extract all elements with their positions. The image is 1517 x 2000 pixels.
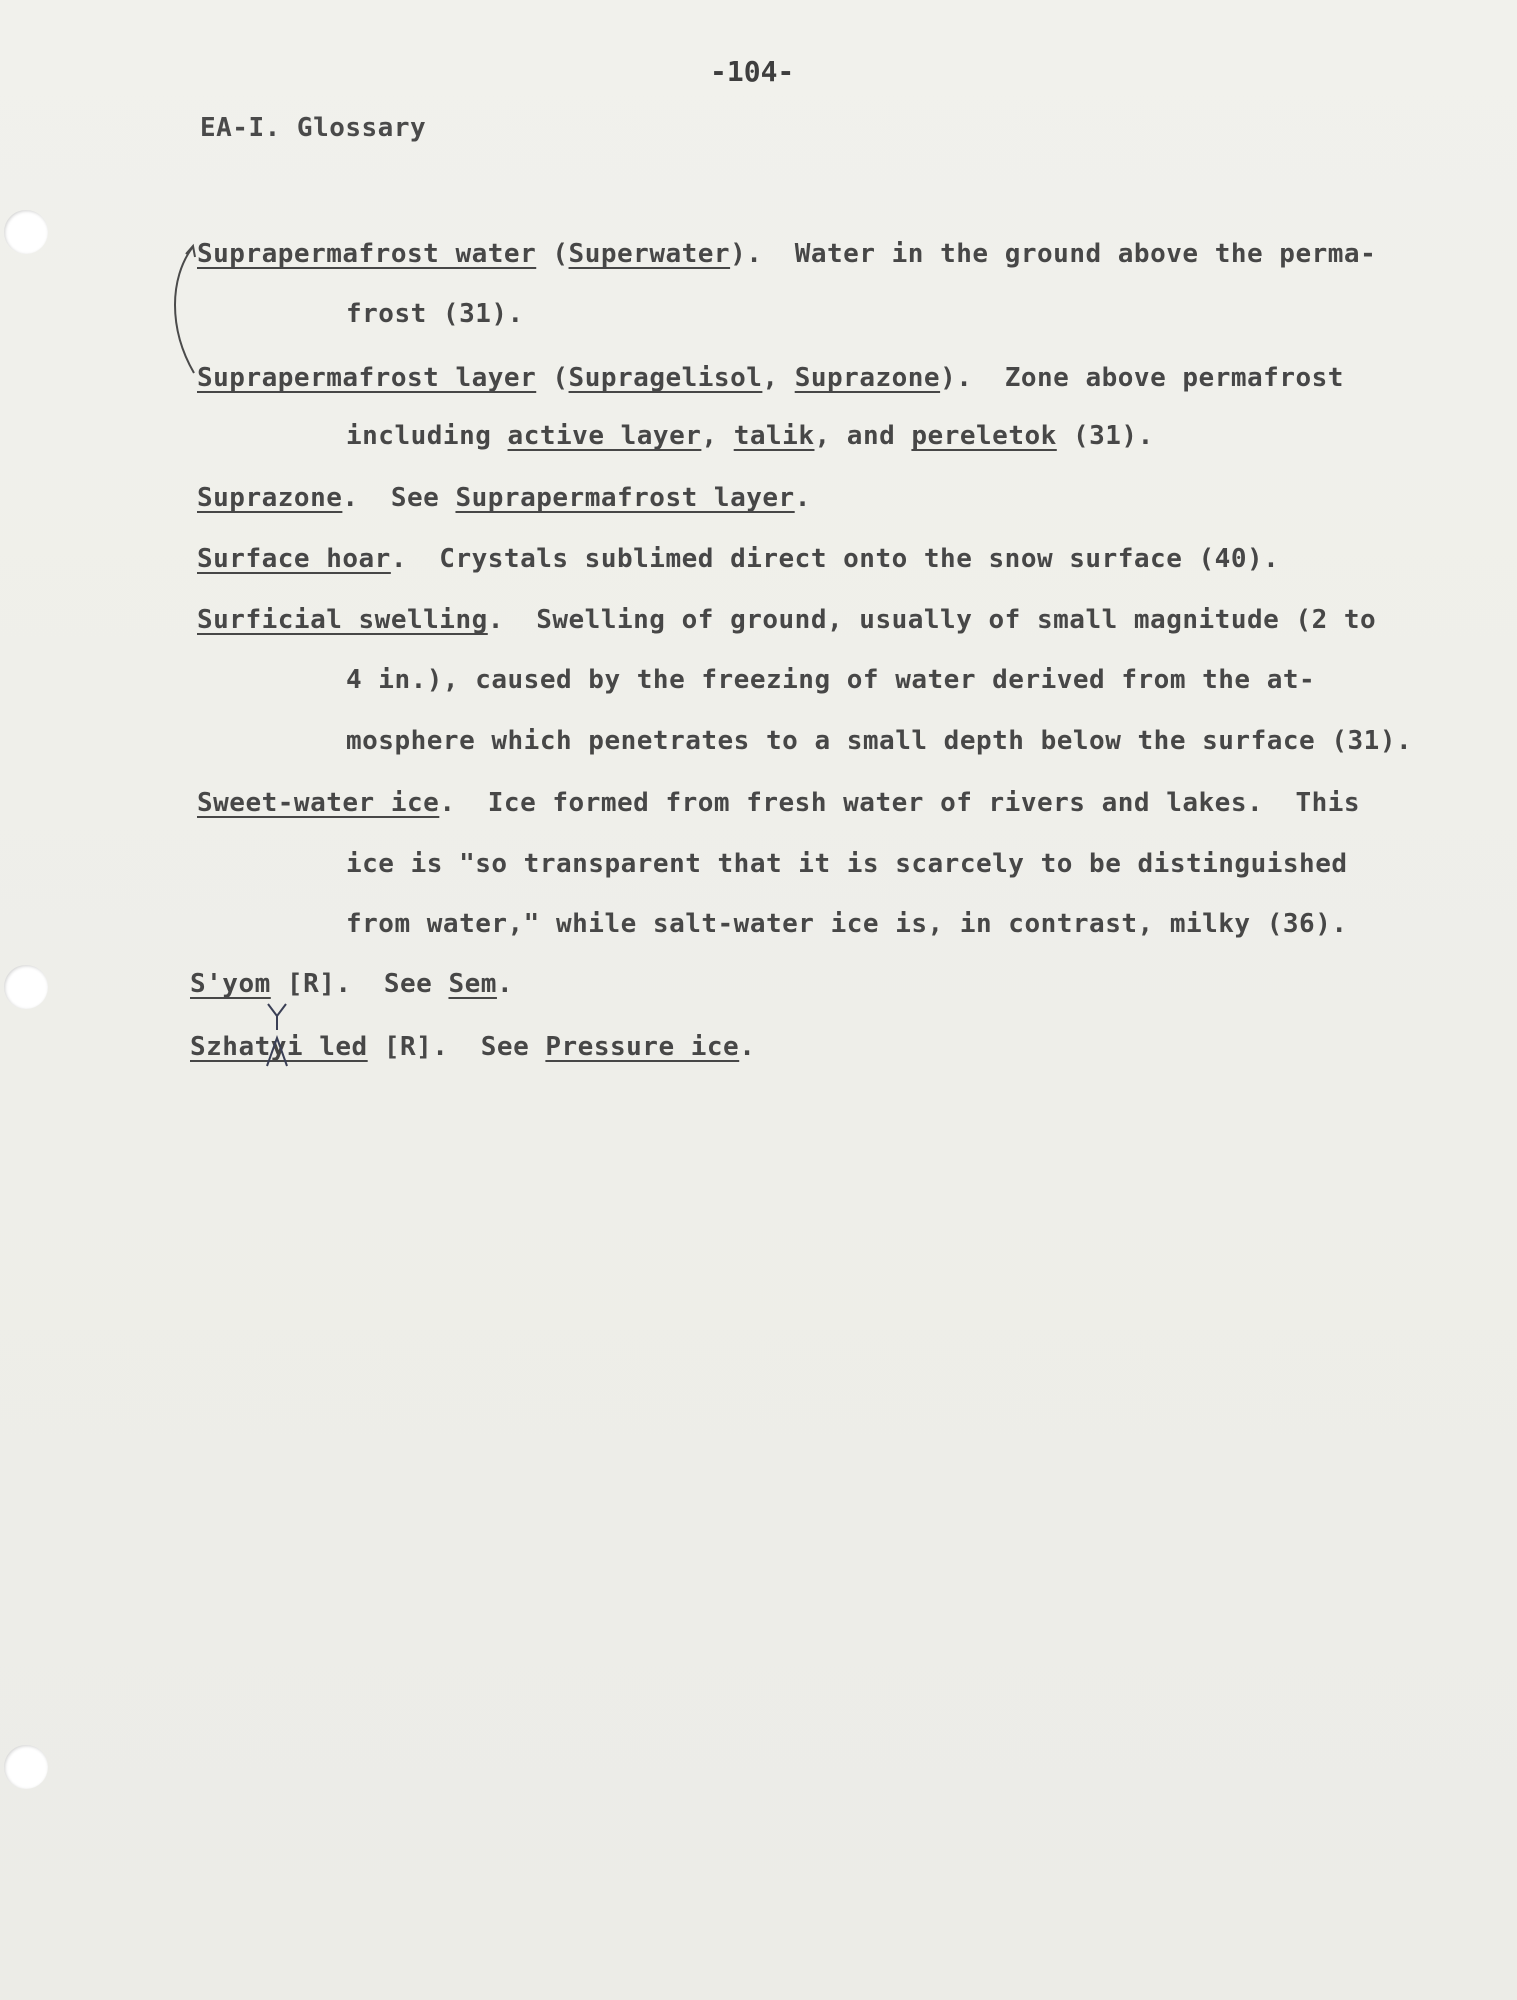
page-number: -104- (710, 55, 795, 88)
punch-hole-middle (4, 965, 48, 1009)
glossary-term: Suprapermafrost layer (197, 363, 537, 393)
entry-continuation: mosphere which penetrates to a small depth below the surface (31). (346, 726, 1413, 756)
cross-reference: Pressure ice (545, 1032, 740, 1062)
cross-reference: Suprazone (794, 363, 941, 393)
entry-sweet-water-ice: Sweet-water ice. Ice formed from fresh water of rivers and lakes. This (197, 788, 1361, 818)
handwritten-correction-icon (262, 1000, 292, 1070)
glossary-term: Surface hoar (197, 544, 391, 574)
cross-reference: Supragelisol (568, 363, 763, 393)
glossary-term: S'yom (190, 969, 271, 999)
cross-reference: Sem (448, 969, 497, 999)
entry-continuation: from water," while salt-water ice is, in contrast, milky (36). (346, 909, 1348, 939)
entry-suprazone: Suprazone. See Suprapermafrost layer. (197, 483, 811, 513)
entry-continuation: frost (31). (346, 299, 524, 329)
entry-suprapermafrost-water: Suprapermafrost water (Superwater). Water in the ground above the perma- (197, 239, 1377, 269)
glossary-term: Surficial swelling (197, 605, 488, 635)
punch-hole-top (4, 210, 48, 254)
cross-reference: Suprapermafrost layer (455, 483, 795, 513)
glossary-term: Suprazone (197, 483, 343, 513)
cross-reference: active layer (507, 421, 702, 451)
handwritten-arrow-icon (160, 238, 200, 378)
entry-suprapermafrost-layer: Suprapermafrost layer (Supragelisol, Suprazone). Zone above permafrost (197, 363, 1344, 393)
glossary-term: Suprapermafrost water (197, 239, 537, 269)
entry-surficial-swelling: Surficial swelling. Swelling of ground, usually of small magnitude (2 to (197, 605, 1377, 635)
section-heading: EA-I. Glossary (200, 113, 427, 143)
cross-reference: talik (733, 421, 815, 451)
punch-hole-bottom (4, 1745, 48, 1789)
cross-reference: Superwater (568, 239, 731, 269)
glossary-term: Sweet-water ice (197, 788, 440, 818)
entry-continuation: including active layer, talik, and pereletok (31). (346, 421, 1154, 451)
entry-continuation: ice is "so transparent that it is scarcely to be distinguished (346, 849, 1348, 879)
entry-syom: S'yom [R]. See Sem. (190, 969, 514, 999)
entry-szhatyi-led: Szhatyi led [R]. See Pressure ice. (190, 1032, 756, 1062)
cross-reference: pereletok (911, 421, 1057, 451)
entry-continuation: 4 in.), caused by the freezing of water derived from the at- (346, 665, 1316, 695)
entry-surface-hoar: Surface hoar. Crystals sublimed direct onto the snow surface (40). (197, 544, 1280, 574)
glossary-term: Szhatyi led (190, 1032, 368, 1062)
